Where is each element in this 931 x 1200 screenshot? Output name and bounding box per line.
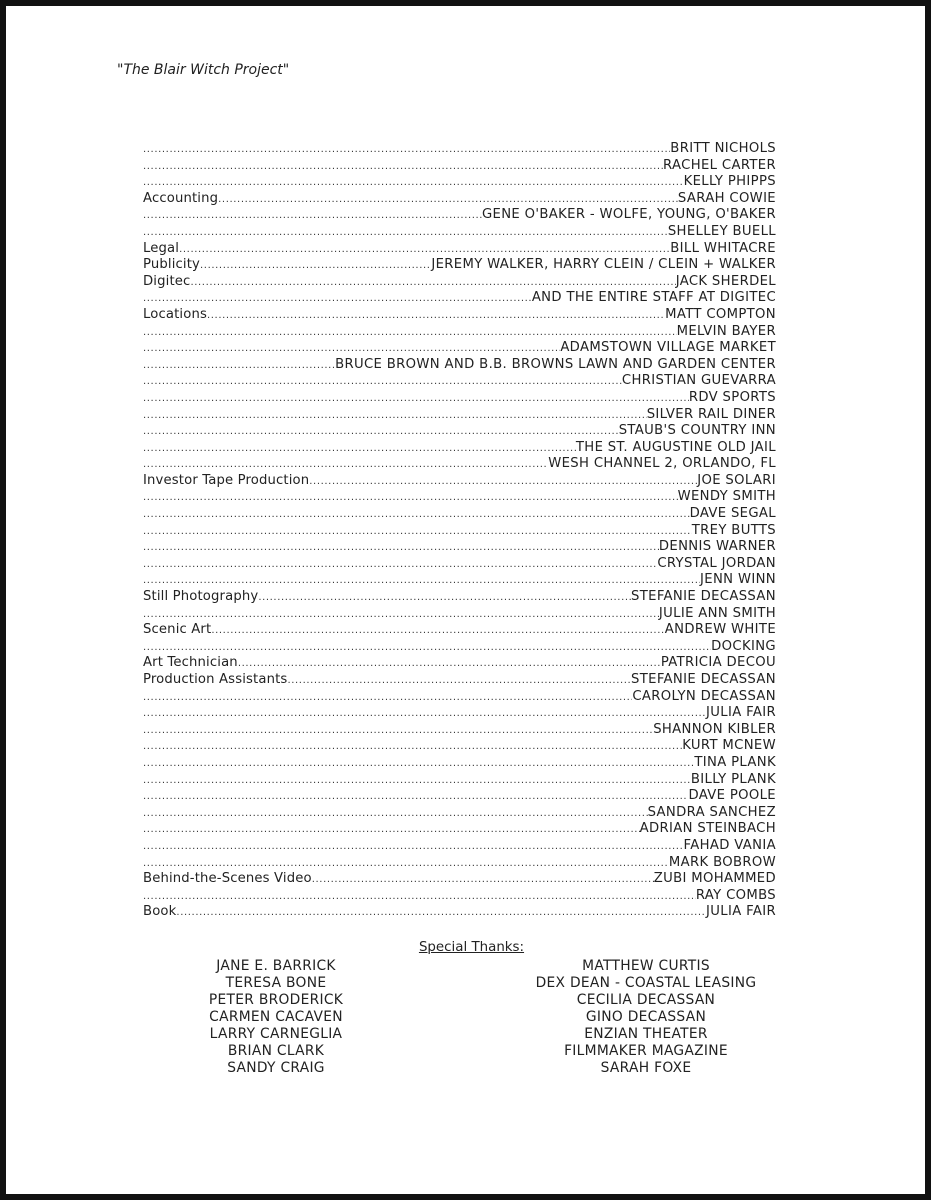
dot-leader bbox=[143, 457, 548, 473]
credit-name: WENDY SMITH bbox=[677, 489, 776, 505]
credit-row bbox=[143, 290, 776, 307]
dot-leader bbox=[143, 640, 711, 656]
special-thanks-name: MATTHEW CURTIS bbox=[582, 958, 710, 974]
credit-row bbox=[143, 722, 776, 739]
dot-leader bbox=[143, 175, 684, 191]
credit-name: MARK BOBROW bbox=[668, 854, 776, 870]
credit-row bbox=[143, 440, 776, 457]
dot-leader bbox=[143, 756, 694, 772]
credit-row bbox=[143, 224, 776, 241]
credit-name: KELLY PHIPPS bbox=[683, 174, 776, 190]
credit-row bbox=[143, 423, 776, 440]
credit-row bbox=[143, 241, 776, 258]
dot-leader bbox=[143, 391, 689, 407]
credits-list bbox=[143, 141, 776, 921]
dot-leader bbox=[143, 806, 648, 822]
credit-row bbox=[143, 904, 776, 921]
credit-row bbox=[143, 572, 776, 589]
credit-name: JULIA FAIR bbox=[706, 705, 776, 721]
credit-role: Locations bbox=[143, 306, 207, 322]
credit-row bbox=[143, 855, 776, 872]
dot-leader bbox=[312, 872, 654, 888]
dot-leader bbox=[143, 225, 668, 241]
special-thanks-heading bbox=[6, 940, 931, 955]
credit-role: Legal bbox=[143, 240, 180, 256]
dot-leader bbox=[143, 341, 560, 357]
dot-leader bbox=[143, 540, 659, 556]
credit-row bbox=[143, 523, 776, 540]
special-thanks-name: BRIAN CLARK bbox=[227, 1043, 325, 1059]
dot-leader bbox=[238, 656, 661, 672]
credit-row bbox=[143, 888, 776, 905]
dot-leader bbox=[143, 524, 692, 540]
dot-leader bbox=[179, 242, 670, 258]
special-thanks-name: DEX DEAN - COASTAL LEASING bbox=[535, 975, 757, 991]
credit-row bbox=[143, 407, 776, 424]
special-thanks-name: PETER BRODERICK bbox=[208, 992, 344, 1008]
special-thanks-name: CECILIA DECASSAN bbox=[576, 992, 716, 1008]
credit-name: ADRIAN STEINBACH bbox=[639, 821, 776, 837]
credit-name: DOCKING bbox=[711, 638, 776, 654]
credit-name: STAUB'S COUNTRY INN bbox=[618, 423, 776, 439]
dot-leader bbox=[143, 358, 335, 374]
credit-role: Art Technician bbox=[143, 655, 238, 671]
special-thanks-title: Special Thanks: bbox=[418, 940, 525, 955]
dot-leader bbox=[143, 856, 669, 872]
credit-name: THE ST. AUGUSTINE OLD JAIL bbox=[575, 439, 776, 455]
credit-name: DAVE POOLE bbox=[688, 788, 776, 804]
credit-row bbox=[143, 324, 776, 341]
credit-role: Production Assistants bbox=[143, 672, 288, 687]
credit-row bbox=[143, 689, 776, 706]
special-thanks-name: SANDY CRAIG bbox=[227, 1060, 325, 1076]
credit-role: Behind-the-Scenes Video bbox=[143, 871, 312, 887]
credit-row bbox=[143, 274, 776, 291]
dot-leader bbox=[143, 424, 619, 440]
dot-leader bbox=[143, 839, 683, 855]
dot-leader bbox=[143, 374, 622, 390]
dot-leader bbox=[176, 905, 706, 921]
credit-row bbox=[143, 589, 776, 606]
dot-leader bbox=[143, 739, 682, 755]
dot-leader bbox=[143, 490, 678, 506]
credit-role: Still Photography bbox=[143, 589, 259, 605]
credit-name: RACHEL CARTER bbox=[663, 157, 776, 173]
credit-name: JACK SHERDEL bbox=[675, 273, 776, 289]
special-thanks-name: FILMMAKER MAGAZINE bbox=[564, 1043, 728, 1059]
credit-name: BILL WHITACRE bbox=[670, 240, 776, 256]
dot-leader bbox=[143, 889, 696, 905]
credit-name: JEREMY WALKER, HARRY CLEIN / CLEIN + WALKER bbox=[431, 257, 776, 273]
credit-name: JULIA FAIR bbox=[706, 904, 776, 920]
credit-row bbox=[143, 174, 776, 191]
credit-row bbox=[143, 506, 776, 523]
dot-leader bbox=[143, 706, 706, 722]
dot-leader bbox=[200, 258, 431, 274]
dot-leader bbox=[143, 773, 691, 789]
dot-leader bbox=[143, 789, 688, 805]
credit-name: SARAH COWIE bbox=[677, 190, 776, 206]
credit-row bbox=[143, 622, 776, 639]
dot-leader bbox=[143, 408, 647, 424]
credit-row bbox=[143, 307, 776, 324]
credit-name: ZUBI MOHAMMED bbox=[653, 871, 776, 887]
credit-name: GENE O'BAKER - WOLFE, YOUNG, O'BAKER bbox=[481, 207, 776, 223]
dot-leader bbox=[309, 474, 697, 490]
credit-row bbox=[143, 838, 776, 855]
credit-row bbox=[143, 788, 776, 805]
credit-name: STEFANIE DECASSAN bbox=[631, 672, 776, 687]
credit-row bbox=[143, 655, 776, 672]
credit-name: JOE SOLARI bbox=[697, 472, 776, 488]
special-thanks-name: GINO DECASSAN bbox=[585, 1009, 707, 1025]
dot-leader bbox=[143, 325, 677, 341]
credit-row bbox=[143, 606, 776, 623]
credit-role: Publicity bbox=[143, 257, 201, 273]
credit-name: PATRICIA DECOU bbox=[660, 655, 776, 671]
credit-row bbox=[143, 141, 776, 158]
credit-name: SHANNON KIBLER bbox=[653, 721, 776, 737]
dot-leader bbox=[190, 275, 675, 291]
special-thanks-left-column bbox=[176, 958, 376, 1077]
dot-leader bbox=[143, 690, 632, 706]
credit-row bbox=[143, 639, 776, 656]
credit-name: JENN WINN bbox=[700, 572, 776, 588]
credit-row bbox=[143, 772, 776, 789]
dot-leader bbox=[143, 441, 576, 457]
credit-name: RDV SPORTS bbox=[688, 389, 776, 405]
credit-name: SILVER RAIL DINER bbox=[646, 406, 776, 422]
dot-leader bbox=[143, 607, 659, 623]
credit-name: WESH CHANNEL 2, ORLANDO, FL bbox=[548, 456, 776, 472]
special-thanks-right-column bbox=[506, 958, 786, 1077]
credit-role: Investor Tape Production bbox=[143, 472, 310, 488]
credit-row bbox=[143, 357, 776, 374]
credit-name: CHRISTIAN GUEVARRA bbox=[621, 373, 776, 389]
credit-row bbox=[143, 207, 776, 224]
document-header: "The Blair Witch Project" bbox=[117, 62, 290, 78]
dot-leader bbox=[143, 557, 657, 573]
credit-name: TREY BUTTS bbox=[691, 522, 776, 538]
credit-name: AND THE ENTIRE STAFF AT DIGITEC bbox=[531, 290, 776, 306]
credit-name: STEFANIE DECASSAN bbox=[631, 589, 776, 605]
special-thanks-name: TERESA BONE bbox=[225, 975, 327, 991]
credit-name: JULIE ANN SMITH bbox=[658, 605, 776, 621]
credit-name: TINA PLANK bbox=[694, 754, 776, 770]
dot-leader bbox=[143, 291, 532, 307]
credit-row bbox=[143, 821, 776, 838]
dot-leader bbox=[143, 208, 482, 224]
credit-row bbox=[143, 705, 776, 722]
dot-leader bbox=[143, 822, 640, 838]
credit-row bbox=[143, 340, 776, 357]
credit-row bbox=[143, 556, 776, 573]
dot-leader bbox=[143, 159, 663, 175]
dot-leader bbox=[143, 142, 670, 158]
credit-name: MELVIN BAYER bbox=[676, 323, 776, 339]
credit-name: MATT COMPTON bbox=[665, 306, 776, 322]
credit-name: BILLY PLANK bbox=[690, 771, 776, 787]
special-thanks-name: LARRY CARNEGLIA bbox=[209, 1026, 343, 1042]
credit-role: Scenic Art bbox=[143, 622, 212, 638]
credit-row bbox=[143, 672, 776, 689]
credit-name: SANDRA SANCHEZ bbox=[647, 804, 776, 820]
credit-role: Digitec bbox=[143, 273, 191, 289]
dot-leader bbox=[211, 623, 664, 639]
credit-name: DENNIS WARNER bbox=[658, 539, 776, 555]
dot-leader bbox=[143, 507, 690, 523]
credit-row bbox=[143, 257, 776, 274]
credit-row bbox=[143, 158, 776, 175]
credit-name: KURT MCNEW bbox=[682, 738, 776, 754]
credit-row bbox=[143, 539, 776, 556]
dot-leader bbox=[143, 573, 700, 589]
credit-row bbox=[143, 871, 776, 888]
credit-role: Book bbox=[143, 904, 177, 920]
credit-row bbox=[143, 738, 776, 755]
dot-leader bbox=[207, 308, 665, 324]
credit-row bbox=[143, 755, 776, 772]
special-thanks-name: CARMEN CACAVEN bbox=[209, 1009, 343, 1025]
special-thanks-name: JANE E. BARRICK bbox=[216, 958, 336, 974]
credit-name: FAHAD VANIA bbox=[683, 837, 776, 853]
credit-name: DAVE SEGAL bbox=[689, 506, 776, 522]
credit-name: BRUCE BROWN AND B.B. BROWNS LAWN AND GARDEN CENTER bbox=[335, 356, 776, 372]
credit-role: Accounting bbox=[143, 190, 219, 206]
credit-name: SHELLEY BUELL bbox=[667, 223, 776, 239]
credit-row bbox=[143, 456, 776, 473]
credit-name: BRITT NICHOLS bbox=[670, 141, 776, 156]
credit-row bbox=[143, 390, 776, 407]
credit-row bbox=[143, 473, 776, 490]
dot-leader bbox=[287, 673, 631, 689]
credit-row bbox=[143, 805, 776, 822]
dot-leader bbox=[218, 192, 678, 208]
credit-row bbox=[143, 489, 776, 506]
credit-row bbox=[143, 191, 776, 208]
credit-name: ANDREW WHITE bbox=[664, 622, 776, 638]
dot-leader bbox=[258, 590, 631, 606]
credit-name: CAROLYN DECASSAN bbox=[632, 688, 776, 704]
credit-name: ADAMSTOWN VILLAGE MARKET bbox=[560, 340, 776, 356]
special-thanks-name: SARAH FOXE bbox=[600, 1060, 692, 1076]
dot-leader bbox=[143, 723, 653, 739]
credit-row bbox=[143, 373, 776, 390]
special-thanks-name: ENZIAN THEATER bbox=[584, 1026, 708, 1042]
credit-name: RAY COMBS bbox=[695, 887, 776, 903]
credit-name: CRYSTAL JORDAN bbox=[657, 555, 776, 571]
